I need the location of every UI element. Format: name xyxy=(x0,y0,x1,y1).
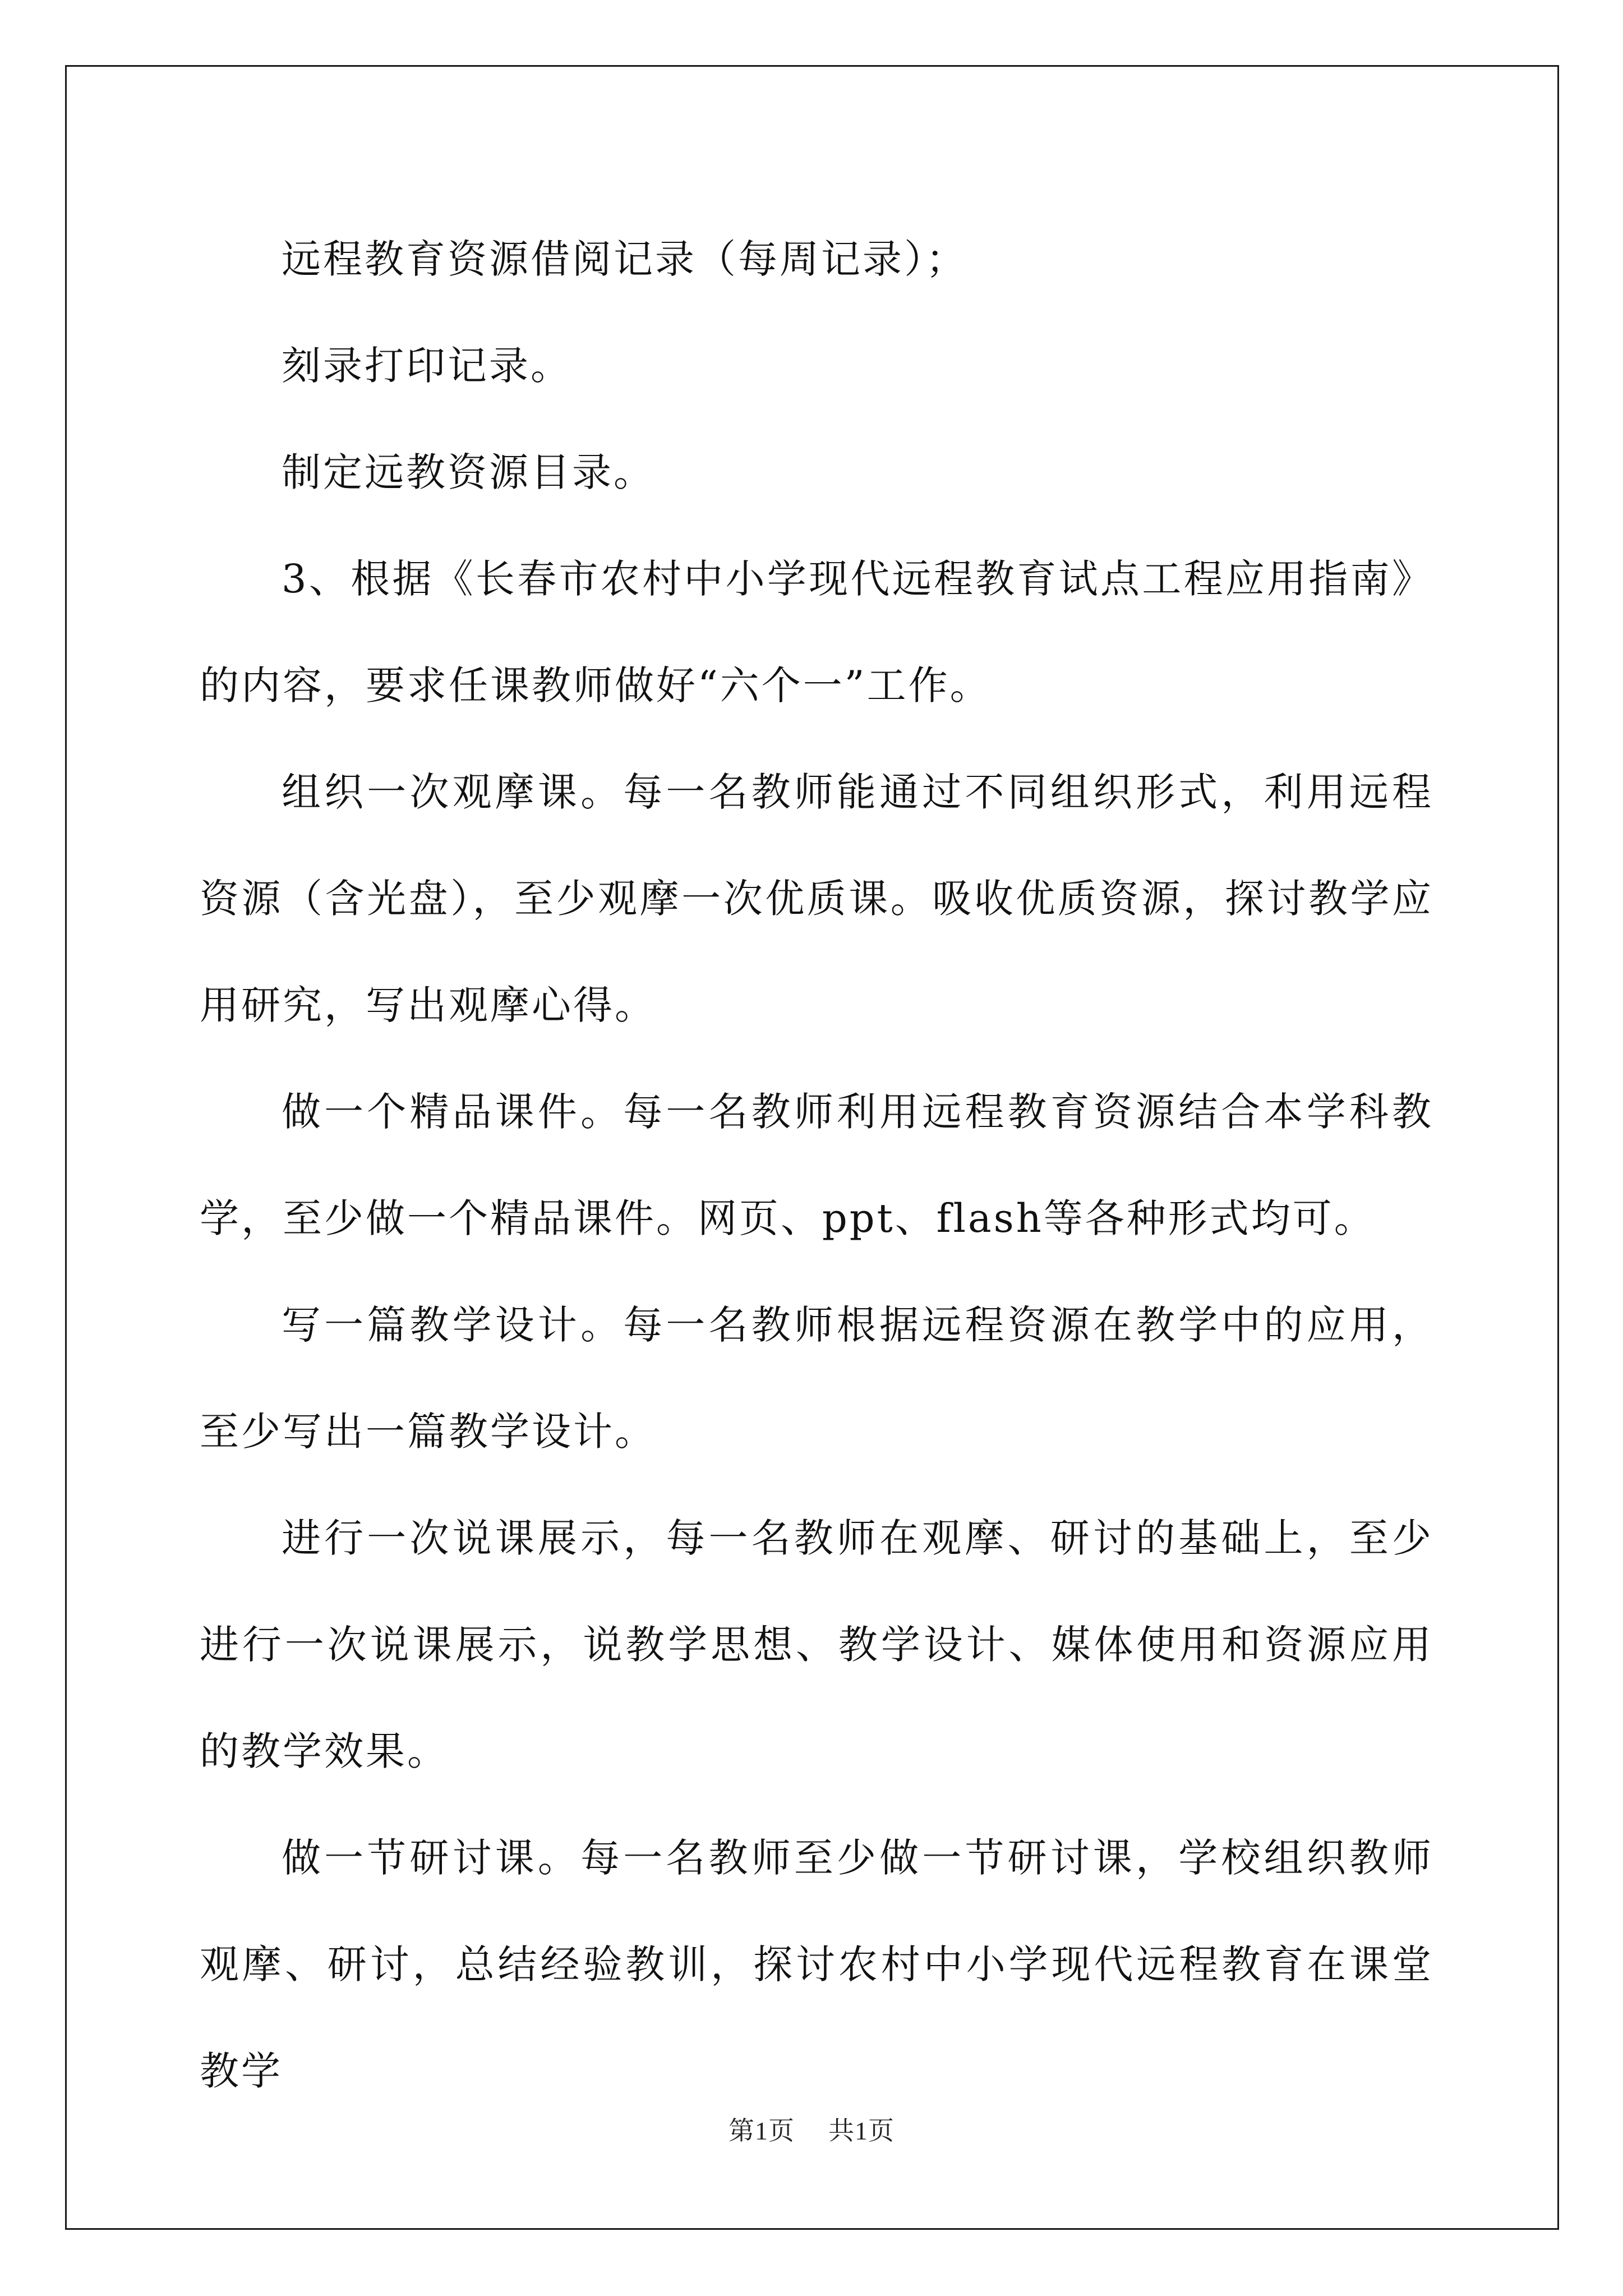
paragraph-guide-requirements: 3、根据《长春市农村中小学现代远程教育试点工程应用指南》的内容，要求任课教师做好“六个一”工作。 xyxy=(200,556,1433,708)
paragraph-burn-print-record: 刻录打印记录。 xyxy=(282,343,572,389)
paragraph-borrow-record: 远程教育资源借阅记录（每周记录）； xyxy=(282,236,967,282)
page-footer xyxy=(0,2110,1623,2147)
paragraph-lecture-presentation: 进行一次说课展示，每一名教师在观摩、研讨的基础上，至少进行一次说课展示，说教学思想、教学设计、媒体使用和资源应用的教学效果。 xyxy=(200,1515,1433,1774)
paragraph-seminar-class: 做一节研讨课。每一名教师至少做一节研讨课，学校组织教师观摩、研讨，总结经验教训，探讨农村中小学现代远程教育在课堂教学 xyxy=(200,1835,1433,2094)
paragraph-observation-class: 组织一次观摩课。每一名教师能通过不同组织形式，利用远程资源（含光盘），至少观摩一次优质课。吸收优质资源，探讨教学应用研究，写出观摩心得。 xyxy=(200,769,1433,1028)
paragraph-teaching-design: 写一篇教学设计。每一名教师根据远程资源在教学中的应用，至少写出一篇教学设计。 xyxy=(200,1302,1433,1455)
document-body xyxy=(200,206,1433,2124)
page-number-total: 共1页 xyxy=(828,2116,895,2145)
page-number-current: 第1页 xyxy=(728,2116,795,2145)
paragraph-resource-catalog: 制定远教资源目录。 xyxy=(282,449,655,495)
paragraph-courseware: 做一个精品课件。每一名教师利用远程教育资源结合本学科教学，至少做一个精品课件。网页、ppt、flash等各种形式均可。 xyxy=(200,1089,1433,1241)
